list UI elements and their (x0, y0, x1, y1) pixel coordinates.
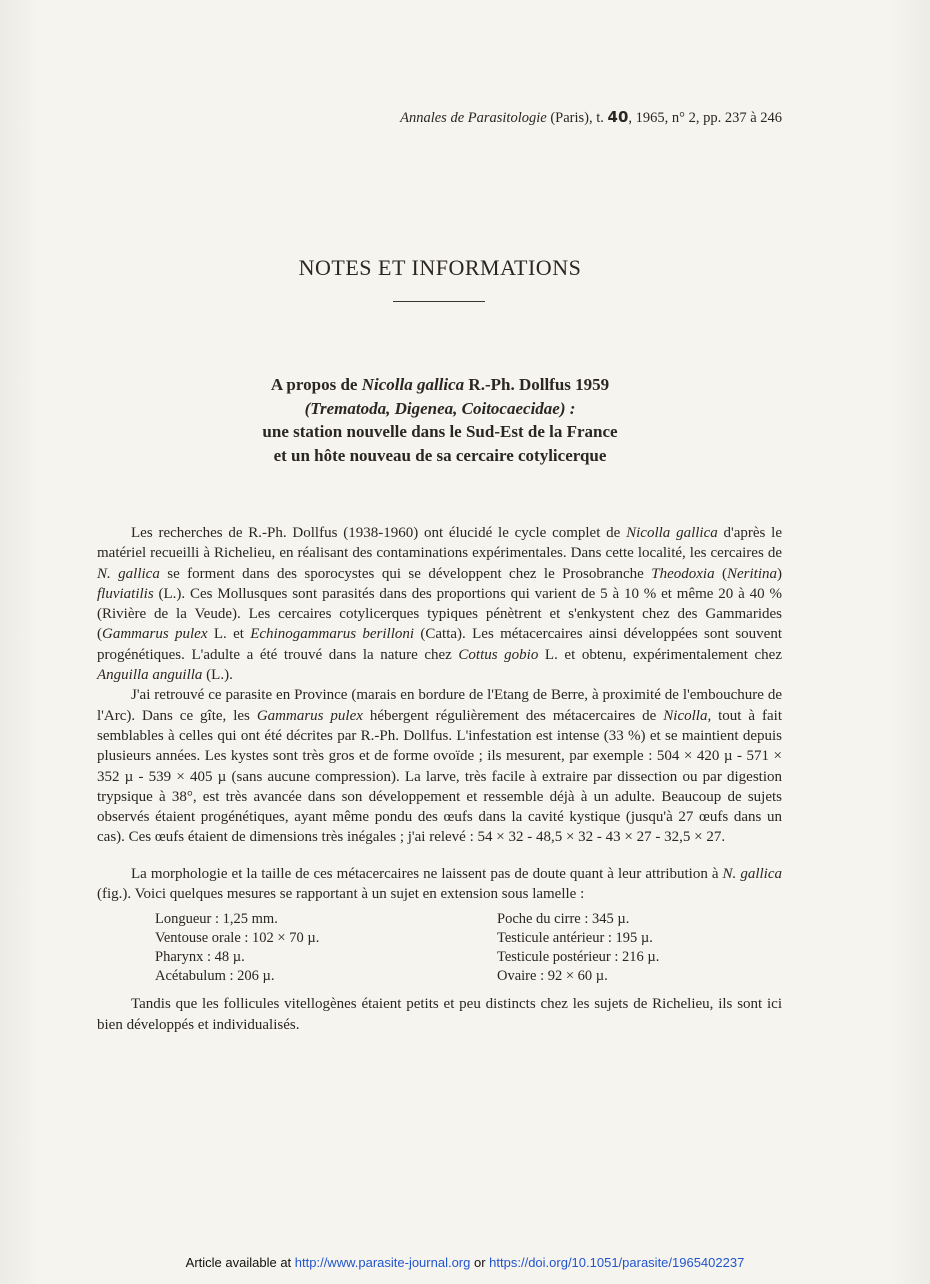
paragraph-1: Les recherches de R.-Ph. Dollfus (1938-1960) ont élucidé le cycle complet de Nicolla gallica d'après le matériel recueilli à Richelieu, en réalisant des contaminations expérimentales. Dans cette localité, les cercaires de N. gallica se forment dans des sporocystes qui se développent chez le Prosobranche Theodoxia (Neritina) fluviatilis (L.). Ces Mollusques sont parasités dans des proportions qui varient de 5 à 10 % et même 20 à 40 % (Rivière de la Veude). Les cercaires cotylicerques typiques pénètrent et s'enkystent chez des Gammarides (Gammarus pulex L. et Echinogammarus berilloni (Catta). Les métacercaires ainsi développées sont souvent progénétiques. L'adulte a été trouvé dans la nature chez Cottus gobio L. et obtenu, expérimentalement chez Anguilla anguilla (L.). (97, 525, 783, 684)
journal-name: Annales de Parasitologie (400, 110, 547, 126)
measurements-table (155, 910, 782, 986)
measure-item: Testicule postérieur : 216 µ. (497, 949, 660, 966)
journal-website-link[interactable]: http://www.parasite-journal.org (294, 1255, 471, 1270)
measure-item: Pharynx : 48 µ. (155, 949, 245, 966)
journal-citation (400, 108, 782, 127)
measure-item: Testicule antérieur : 195 µ. (497, 930, 653, 947)
article-body (97, 523, 782, 1035)
page-edge-shadow-left (0, 0, 40, 1284)
measure-item: Ventouse orale : 102 × 70 µ. (155, 930, 320, 947)
article-title (0, 373, 880, 467)
title-rule (393, 301, 485, 302)
article-title-line-4: et un hôte nouveau de sa cercaire cotylicerque (273, 445, 607, 465)
journal-issue-pages: , 1965, n° 2, pp. 237 à 246 (628, 110, 782, 126)
measure-item: Acétabulum : 206 µ. (155, 968, 275, 985)
measurements-left-column (155, 910, 497, 986)
footer-or: or (470, 1255, 490, 1270)
section-title: NOTES ET INFORMATIONS (298, 255, 582, 280)
paragraph-4: Tandis que les follicules vitellogènes étaient petits et peu distincts chez les sujets de Richelieu, ils sont ici bien développés et individualisés. (97, 996, 782, 1033)
article-availability-footer (0, 1255, 930, 1270)
article-title-line-3: une station nouvelle dans le Sud-Est de la France (262, 422, 618, 441)
article-title-line-2: (Trematoda, Digenea, Coitocaecidae) : (304, 398, 576, 418)
paragraph-2: J'ai retrouvé ce parasite en Province (marais en bordure de l'Etang de Berre, à proximité de l'embouchure de l'Arc). Dans ce gîte, les Gammarus pulex hébergent régulièrement des métacercaires de Nicolla, tout à fait semblables à celles qui ont été décrites par R.-Ph. Dollfus. L'infestation est intense (33 %) et se maintient depuis plusieurs années. Les kystes sont très gros et de forme ovoïde ; ils mesurent, par exemple : 504 × 420 µ - 571 × 352 µ - 539 × 405 µ (sans aucune compression). La larve, très facile à extraire par dissection ou par digestion trypsique à 38°, est très avancée dans son développement et ressemble déjà à un adulte. Beaucoup de sujets observés étaient progénétiques, ayant même pondu des œufs dans la cavité kystique (jusqu'à 27 œufs dans un cas). Ces œufs étaient de dimensions très inégales ; j'ai relevé : 54 × 32 - 48,5 × 32 - 43 × 27 - 32,5 × 27. (97, 687, 782, 846)
measurements-right-column (497, 910, 797, 986)
article-title-line-1: A propos de Nicolla gallica R.-Ph. Dollfus 1959 (270, 375, 610, 394)
measure-item: Poche du cirre : 345 µ. (497, 911, 630, 928)
footer-prefix: Article available at (185, 1255, 295, 1270)
doi-link[interactable]: https://doi.org/10.1051/parasite/1965402237 (489, 1255, 745, 1270)
paragraph-3: La morphologie et la taille de ces métacercaires ne laissent pas de doute quant à leur attribution à N. gallica (fig.). Voici quelques mesures se rapportant à un sujet en extension sous lamelle : (97, 865, 782, 903)
journal-place: (Paris), t. (550, 110, 604, 126)
page-edge-shadow-right (890, 0, 930, 1284)
measure-item: Ovaire : 92 × 60 µ. (497, 968, 608, 985)
journal-volume: 40 (607, 108, 629, 126)
measure-item: Longueur : 1,25 mm. (155, 911, 278, 928)
